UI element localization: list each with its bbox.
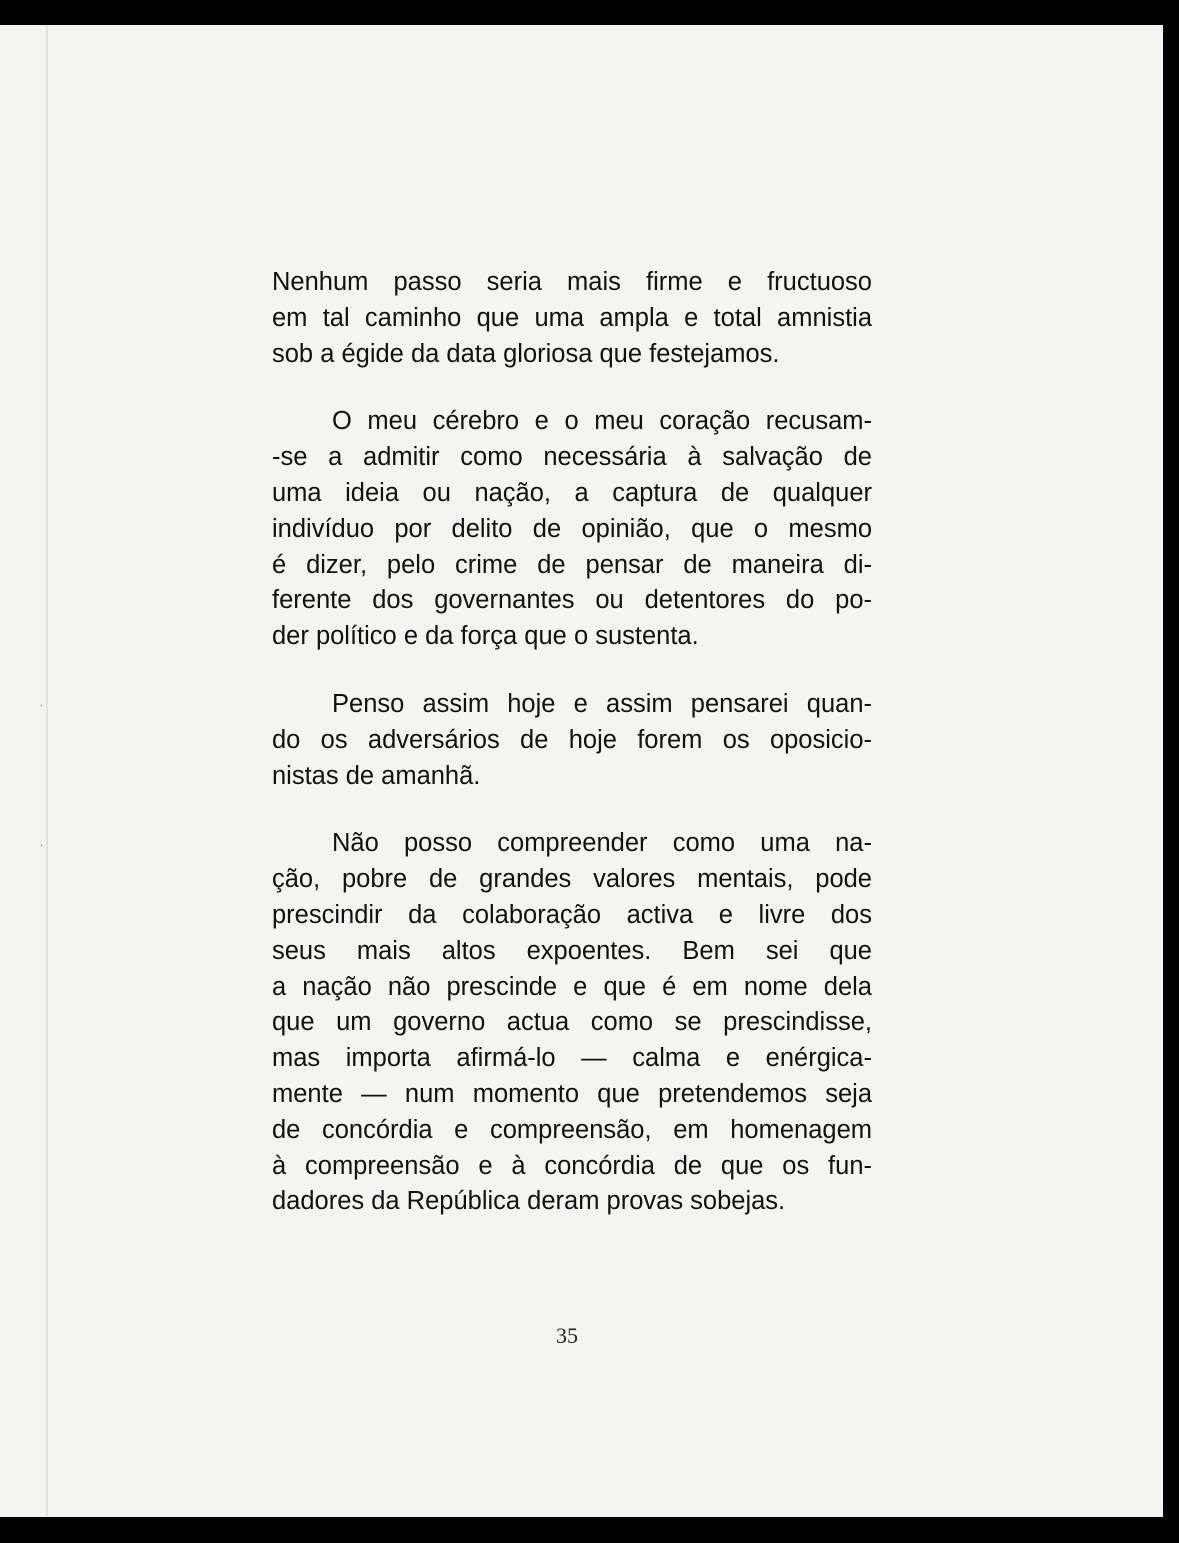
text-line: a nação não prescinde e que é em nome dela	[272, 972, 872, 1001]
margin-speck: ·	[40, 701, 44, 712]
book-page	[0, 25, 1163, 1517]
text-line: O meu cérebro e o meu coração recusam-	[332, 407, 872, 436]
text-line: do os adversários de hoje forem os oposicio-	[272, 725, 872, 754]
text-line: que um governo actua como se prescindisse,	[272, 1008, 872, 1037]
text-line: uma ideia ou nação, a captura de qualquer	[272, 478, 872, 507]
paragraph-3	[272, 687, 872, 794]
text-line: de concórdia e compreensão, em homenagem	[272, 1115, 872, 1144]
text-line: em tal caminho que uma ampla e total amnistia	[272, 303, 872, 332]
text-line: -se a admitir como necessária à salvação de	[272, 443, 872, 472]
text-line: der político e da força que o sustenta.	[272, 622, 699, 651]
text-line: ferente dos governantes ou detentores do po-	[272, 586, 872, 615]
paragraph-4	[272, 826, 872, 1220]
text-line: dadores da República deram provas sobejas.	[272, 1187, 786, 1216]
text-line: sob a égide da data gloriosa que festejamos.	[272, 339, 780, 368]
text-line: Nenhum passo seria mais firme e fructuoso	[272, 268, 872, 296]
text-line: seus mais altos expoentes. Bem sei que	[272, 936, 872, 965]
text-line: é dizer, pelo crime de pensar de maneira di-	[272, 550, 872, 579]
page-gutter	[46, 25, 48, 1517]
text-line: nistas de amanhã.	[272, 761, 481, 790]
text-line: ção, pobre de grandes valores mentais, pode	[272, 865, 872, 894]
page-body-text	[272, 265, 872, 1220]
page-number: 35	[556, 1323, 578, 1348]
text-line: prescindir da colaboração activa e livre dos	[272, 900, 872, 929]
text-line: indivíduo por delito de opinião, que o mesmo	[272, 514, 872, 543]
text-line: Não posso compreender como uma na-	[332, 829, 872, 858]
text-line: mas importa afirmá-lo — calma e enérgica-	[272, 1044, 872, 1073]
paragraph-2	[272, 404, 872, 655]
text-line: à compreensão e à concórdia de que os fun-	[272, 1151, 872, 1180]
paragraph-1	[272, 265, 872, 372]
text-line: mente — num momento que pretendemos seja	[272, 1079, 872, 1108]
text-line: Penso assim hoje e assim pensarei quan-	[332, 689, 872, 718]
margin-speck: ·	[40, 841, 44, 852]
